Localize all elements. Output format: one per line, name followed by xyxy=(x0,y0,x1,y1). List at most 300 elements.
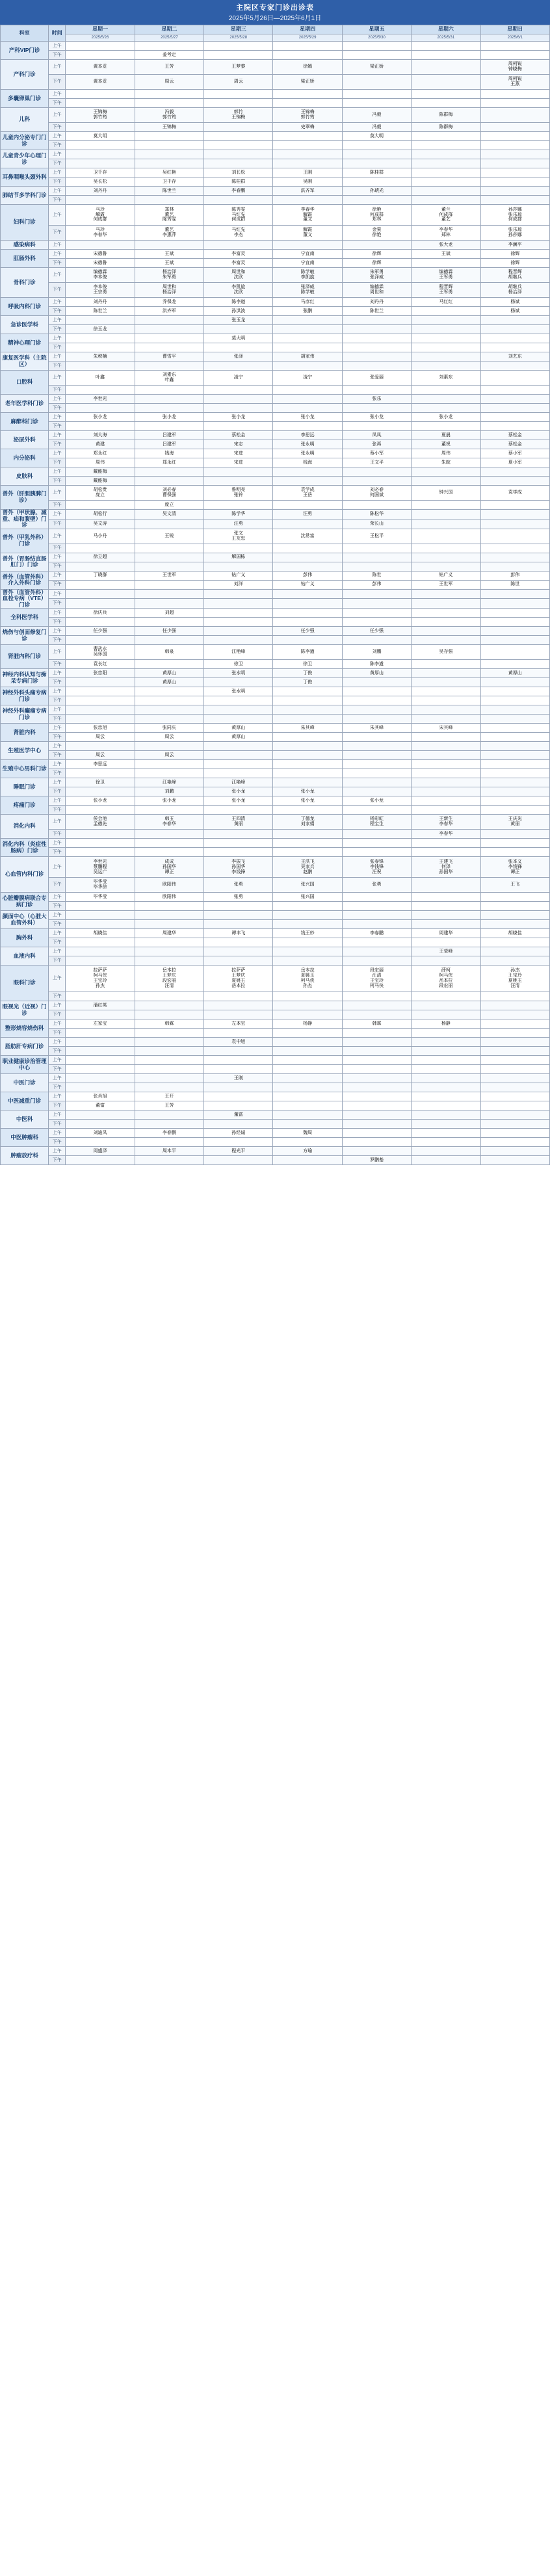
doctor-cell[interactable] xyxy=(342,1120,411,1129)
doctor-cell[interactable] xyxy=(412,1056,480,1065)
doctor-cell[interactable] xyxy=(273,751,342,760)
doctor-cell[interactable] xyxy=(204,609,273,618)
doctor-cell[interactable] xyxy=(204,920,273,929)
doctor-cell[interactable] xyxy=(412,966,480,992)
doctor-cell[interactable] xyxy=(412,283,480,298)
doctor-cell[interactable] xyxy=(480,132,549,141)
doctor-cell[interactable] xyxy=(135,250,203,259)
doctor-cell[interactable] xyxy=(480,562,549,571)
doctor-cell[interactable] xyxy=(342,486,411,501)
doctor-cell[interactable] xyxy=(480,519,549,529)
doctor-cell[interactable] xyxy=(273,660,342,669)
doctor-cell[interactable] xyxy=(66,992,135,1001)
doctor-cell[interactable] xyxy=(412,259,480,268)
doctor-cell[interactable] xyxy=(66,911,135,920)
doctor-cell[interactable] xyxy=(135,1029,203,1038)
doctor-cell[interactable] xyxy=(412,1074,480,1083)
doctor-cell[interactable] xyxy=(342,51,411,60)
doctor-cell[interactable] xyxy=(480,226,549,241)
doctor-cell[interactable] xyxy=(135,839,203,848)
doctor-cell[interactable] xyxy=(66,562,135,571)
doctor-cell[interactable] xyxy=(273,1129,342,1138)
doctor-cell[interactable] xyxy=(273,361,342,371)
doctor-cell[interactable] xyxy=(204,929,273,938)
doctor-cell[interactable] xyxy=(412,187,480,196)
doctor-cell[interactable] xyxy=(204,589,273,599)
doctor-cell[interactable] xyxy=(204,519,273,529)
doctor-cell[interactable] xyxy=(480,806,549,815)
doctor-cell[interactable] xyxy=(273,519,342,529)
doctor-cell[interactable] xyxy=(342,1147,411,1156)
doctor-cell[interactable] xyxy=(273,141,342,150)
doctor-cell[interactable] xyxy=(480,1138,549,1147)
doctor-cell[interactable] xyxy=(273,159,342,168)
doctor-cell[interactable] xyxy=(66,422,135,431)
doctor-cell[interactable] xyxy=(342,187,411,196)
doctor-cell[interactable] xyxy=(273,705,342,715)
doctor-cell[interactable] xyxy=(204,168,273,177)
doctor-cell[interactable] xyxy=(412,196,480,205)
doctor-cell[interactable] xyxy=(66,283,135,298)
doctor-cell[interactable] xyxy=(342,259,411,268)
doctor-cell[interactable] xyxy=(66,1074,135,1083)
doctor-cell[interactable] xyxy=(135,1074,203,1083)
doctor-cell[interactable] xyxy=(412,878,480,893)
doctor-cell[interactable] xyxy=(480,1129,549,1138)
doctor-cell[interactable] xyxy=(135,298,203,307)
doctor-cell[interactable] xyxy=(342,1138,411,1147)
doctor-cell[interactable] xyxy=(480,334,549,343)
doctor-cell[interactable] xyxy=(342,580,411,589)
doctor-cell[interactable] xyxy=(273,325,342,334)
doctor-cell[interactable] xyxy=(204,241,273,250)
doctor-cell[interactable] xyxy=(412,99,480,108)
doctor-cell[interactable] xyxy=(342,316,411,325)
doctor-cell[interactable] xyxy=(204,678,273,687)
doctor-cell[interactable] xyxy=(204,108,273,123)
doctor-cell[interactable] xyxy=(273,1083,342,1092)
doctor-cell[interactable] xyxy=(480,1111,549,1120)
doctor-cell[interactable] xyxy=(342,778,411,787)
doctor-cell[interactable] xyxy=(480,1019,549,1029)
doctor-cell[interactable] xyxy=(66,132,135,141)
doctor-cell[interactable] xyxy=(204,90,273,99)
doctor-cell[interactable] xyxy=(66,467,135,477)
doctor-cell[interactable] xyxy=(204,1101,273,1111)
doctor-cell[interactable] xyxy=(342,787,411,796)
doctor-cell[interactable] xyxy=(342,250,411,259)
doctor-cell[interactable] xyxy=(480,90,549,99)
doctor-cell[interactable] xyxy=(135,187,203,196)
doctor-cell[interactable] xyxy=(480,141,549,150)
doctor-cell[interactable] xyxy=(135,1065,203,1074)
doctor-cell[interactable] xyxy=(342,696,411,705)
doctor-cell[interactable] xyxy=(480,60,549,75)
doctor-cell[interactable] xyxy=(342,177,411,187)
doctor-cell[interactable] xyxy=(342,742,411,751)
doctor-cell[interactable] xyxy=(204,529,273,544)
doctor-cell[interactable] xyxy=(480,458,549,467)
doctor-cell[interactable] xyxy=(204,449,273,458)
doctor-cell[interactable] xyxy=(273,123,342,132)
doctor-cell[interactable] xyxy=(204,1111,273,1120)
doctor-cell[interactable] xyxy=(412,404,480,413)
doctor-cell[interactable] xyxy=(342,440,411,449)
doctor-cell[interactable] xyxy=(66,1010,135,1019)
doctor-cell[interactable] xyxy=(342,42,411,51)
doctor-cell[interactable] xyxy=(412,529,480,544)
doctor-cell[interactable] xyxy=(204,806,273,815)
doctor-cell[interactable] xyxy=(342,241,411,250)
doctor-cell[interactable] xyxy=(204,787,273,796)
doctor-cell[interactable] xyxy=(135,956,203,966)
doctor-cell[interactable] xyxy=(412,90,480,99)
doctor-cell[interactable] xyxy=(273,458,342,467)
doctor-cell[interactable] xyxy=(66,1056,135,1065)
doctor-cell[interactable] xyxy=(273,618,342,627)
doctor-cell[interactable] xyxy=(480,395,549,404)
doctor-cell[interactable] xyxy=(412,413,480,422)
doctor-cell[interactable] xyxy=(480,283,549,298)
doctor-cell[interactable] xyxy=(135,196,203,205)
doctor-cell[interactable] xyxy=(412,669,480,678)
doctor-cell[interactable] xyxy=(135,1047,203,1056)
doctor-cell[interactable] xyxy=(273,553,342,562)
doctor-cell[interactable] xyxy=(412,1111,480,1120)
doctor-cell[interactable] xyxy=(273,241,342,250)
doctor-cell[interactable] xyxy=(135,159,203,168)
doctor-cell[interactable] xyxy=(66,645,135,660)
doctor-cell[interactable] xyxy=(412,618,480,627)
doctor-cell[interactable] xyxy=(66,60,135,75)
doctor-cell[interactable] xyxy=(412,678,480,687)
doctor-cell[interactable] xyxy=(273,177,342,187)
doctor-cell[interactable] xyxy=(204,259,273,268)
doctor-cell[interactable] xyxy=(412,422,480,431)
doctor-cell[interactable] xyxy=(342,715,411,724)
doctor-cell[interactable] xyxy=(66,696,135,705)
doctor-cell[interactable] xyxy=(480,99,549,108)
doctor-cell[interactable] xyxy=(66,325,135,334)
doctor-cell[interactable] xyxy=(66,1029,135,1038)
doctor-cell[interactable] xyxy=(204,815,273,830)
doctor-cell[interactable] xyxy=(342,168,411,177)
doctor-cell[interactable] xyxy=(480,404,549,413)
doctor-cell[interactable] xyxy=(135,553,203,562)
doctor-cell[interactable] xyxy=(66,627,135,636)
doctor-cell[interactable] xyxy=(480,268,549,283)
doctor-cell[interactable] xyxy=(412,371,480,386)
doctor-cell[interactable] xyxy=(412,51,480,60)
doctor-cell[interactable] xyxy=(135,878,203,893)
doctor-cell[interactable] xyxy=(342,307,411,316)
doctor-cell[interactable] xyxy=(480,742,549,751)
doctor-cell[interactable] xyxy=(480,177,549,187)
doctor-cell[interactable] xyxy=(66,1111,135,1120)
doctor-cell[interactable] xyxy=(273,580,342,589)
doctor-cell[interactable] xyxy=(66,857,135,878)
doctor-cell[interactable] xyxy=(342,449,411,458)
doctor-cell[interactable] xyxy=(135,815,203,830)
doctor-cell[interactable] xyxy=(135,75,203,90)
doctor-cell[interactable] xyxy=(135,705,203,715)
doctor-cell[interactable] xyxy=(412,75,480,90)
doctor-cell[interactable] xyxy=(342,404,411,413)
doctor-cell[interactable] xyxy=(342,760,411,769)
doctor-cell[interactable] xyxy=(135,902,203,911)
doctor-cell[interactable] xyxy=(66,529,135,544)
doctor-cell[interactable] xyxy=(480,529,549,544)
doctor-cell[interactable] xyxy=(342,966,411,992)
doctor-cell[interactable] xyxy=(135,352,203,361)
doctor-cell[interactable] xyxy=(480,920,549,929)
doctor-cell[interactable] xyxy=(342,141,411,150)
doctor-cell[interactable] xyxy=(66,404,135,413)
doctor-cell[interactable] xyxy=(204,343,273,352)
doctor-cell[interactable] xyxy=(480,1120,549,1129)
doctor-cell[interactable] xyxy=(135,796,203,806)
doctor-cell[interactable] xyxy=(412,580,480,589)
doctor-cell[interactable] xyxy=(342,627,411,636)
doctor-cell[interactable] xyxy=(342,477,411,486)
doctor-cell[interactable] xyxy=(135,733,203,742)
doctor-cell[interactable] xyxy=(135,1120,203,1129)
doctor-cell[interactable] xyxy=(66,51,135,60)
doctor-cell[interactable] xyxy=(273,796,342,806)
doctor-cell[interactable] xyxy=(204,669,273,678)
doctor-cell[interactable] xyxy=(480,705,549,715)
doctor-cell[interactable] xyxy=(342,1083,411,1092)
doctor-cell[interactable] xyxy=(480,75,549,90)
doctor-cell[interactable] xyxy=(66,99,135,108)
doctor-cell[interactable] xyxy=(273,486,342,501)
doctor-cell[interactable] xyxy=(66,769,135,778)
doctor-cell[interactable] xyxy=(273,1038,342,1047)
doctor-cell[interactable] xyxy=(135,1001,203,1010)
doctor-cell[interactable] xyxy=(204,75,273,90)
doctor-cell[interactable] xyxy=(342,1074,411,1083)
doctor-cell[interactable] xyxy=(135,99,203,108)
doctor-cell[interactable] xyxy=(204,316,273,325)
doctor-cell[interactable] xyxy=(412,477,480,486)
doctor-cell[interactable] xyxy=(480,589,549,599)
doctor-cell[interactable] xyxy=(480,1101,549,1111)
doctor-cell[interactable] xyxy=(412,778,480,787)
doctor-cell[interactable] xyxy=(412,132,480,141)
doctor-cell[interactable] xyxy=(135,132,203,141)
doctor-cell[interactable] xyxy=(342,956,411,966)
doctor-cell[interactable] xyxy=(480,992,549,1001)
doctor-cell[interactable] xyxy=(480,123,549,132)
doctor-cell[interactable] xyxy=(204,352,273,361)
doctor-cell[interactable] xyxy=(273,1092,342,1101)
doctor-cell[interactable] xyxy=(412,1120,480,1129)
doctor-cell[interactable] xyxy=(66,1156,135,1165)
doctor-cell[interactable] xyxy=(480,911,549,920)
doctor-cell[interactable] xyxy=(204,660,273,669)
doctor-cell[interactable] xyxy=(273,733,342,742)
doctor-cell[interactable] xyxy=(66,553,135,562)
doctor-cell[interactable] xyxy=(135,599,203,609)
doctor-cell[interactable] xyxy=(66,395,135,404)
doctor-cell[interactable] xyxy=(204,715,273,724)
doctor-cell[interactable] xyxy=(273,386,342,395)
doctor-cell[interactable] xyxy=(204,1001,273,1010)
doctor-cell[interactable] xyxy=(273,938,342,947)
doctor-cell[interactable] xyxy=(135,395,203,404)
doctor-cell[interactable] xyxy=(204,486,273,501)
doctor-cell[interactable] xyxy=(412,316,480,325)
doctor-cell[interactable] xyxy=(66,141,135,150)
doctor-cell[interactable] xyxy=(204,250,273,259)
doctor-cell[interactable] xyxy=(273,477,342,486)
doctor-cell[interactable] xyxy=(342,878,411,893)
doctor-cell[interactable] xyxy=(66,477,135,486)
doctor-cell[interactable] xyxy=(480,902,549,911)
doctor-cell[interactable] xyxy=(342,911,411,920)
doctor-cell[interactable] xyxy=(204,553,273,562)
doctor-cell[interactable] xyxy=(135,589,203,599)
doctor-cell[interactable] xyxy=(480,778,549,787)
doctor-cell[interactable] xyxy=(66,241,135,250)
doctor-cell[interactable] xyxy=(66,413,135,422)
doctor-cell[interactable] xyxy=(66,150,135,159)
doctor-cell[interactable] xyxy=(204,298,273,307)
doctor-cell[interactable] xyxy=(66,501,135,510)
doctor-cell[interactable] xyxy=(273,1065,342,1074)
doctor-cell[interactable] xyxy=(135,830,203,839)
doctor-cell[interactable] xyxy=(273,562,342,571)
doctor-cell[interactable] xyxy=(273,992,342,1001)
doctor-cell[interactable] xyxy=(480,678,549,687)
doctor-cell[interactable] xyxy=(342,929,411,938)
doctor-cell[interactable] xyxy=(135,42,203,51)
doctor-cell[interactable] xyxy=(66,371,135,386)
doctor-cell[interactable] xyxy=(273,187,342,196)
doctor-cell[interactable] xyxy=(135,769,203,778)
doctor-cell[interactable] xyxy=(412,1083,480,1092)
doctor-cell[interactable] xyxy=(66,1101,135,1111)
doctor-cell[interactable] xyxy=(480,645,549,660)
doctor-cell[interactable] xyxy=(412,724,480,733)
doctor-cell[interactable] xyxy=(412,501,480,510)
doctor-cell[interactable] xyxy=(204,1010,273,1019)
doctor-cell[interactable] xyxy=(66,75,135,90)
doctor-cell[interactable] xyxy=(66,226,135,241)
doctor-cell[interactable] xyxy=(480,609,549,618)
doctor-cell[interactable] xyxy=(66,205,135,226)
doctor-cell[interactable] xyxy=(412,1047,480,1056)
doctor-cell[interactable] xyxy=(204,645,273,660)
doctor-cell[interactable] xyxy=(204,857,273,878)
doctor-cell[interactable] xyxy=(342,1111,411,1120)
doctor-cell[interactable] xyxy=(412,562,480,571)
doctor-cell[interactable] xyxy=(66,669,135,678)
doctor-cell[interactable] xyxy=(273,1056,342,1065)
doctor-cell[interactable] xyxy=(273,132,342,141)
doctor-cell[interactable] xyxy=(204,386,273,395)
doctor-cell[interactable] xyxy=(273,627,342,636)
doctor-cell[interactable] xyxy=(204,334,273,343)
doctor-cell[interactable] xyxy=(66,352,135,361)
doctor-cell[interactable] xyxy=(135,108,203,123)
doctor-cell[interactable] xyxy=(135,544,203,553)
doctor-cell[interactable] xyxy=(66,519,135,529)
doctor-cell[interactable] xyxy=(342,544,411,553)
doctor-cell[interactable] xyxy=(480,938,549,947)
doctor-cell[interactable] xyxy=(480,660,549,669)
doctor-cell[interactable] xyxy=(135,1083,203,1092)
doctor-cell[interactable] xyxy=(66,751,135,760)
doctor-cell[interactable] xyxy=(204,307,273,316)
doctor-cell[interactable] xyxy=(342,123,411,132)
doctor-cell[interactable] xyxy=(480,316,549,325)
doctor-cell[interactable] xyxy=(480,307,549,316)
doctor-cell[interactable] xyxy=(273,501,342,510)
doctor-cell[interactable] xyxy=(66,796,135,806)
doctor-cell[interactable] xyxy=(204,839,273,848)
doctor-cell[interactable] xyxy=(480,929,549,938)
doctor-cell[interactable] xyxy=(135,742,203,751)
doctor-cell[interactable] xyxy=(342,395,411,404)
doctor-cell[interactable] xyxy=(66,90,135,99)
doctor-cell[interactable] xyxy=(342,796,411,806)
doctor-cell[interactable] xyxy=(342,467,411,477)
doctor-cell[interactable] xyxy=(135,806,203,815)
doctor-cell[interactable] xyxy=(66,878,135,893)
doctor-cell[interactable] xyxy=(412,947,480,956)
doctor-cell[interactable] xyxy=(66,947,135,956)
doctor-cell[interactable] xyxy=(412,123,480,132)
doctor-cell[interactable] xyxy=(412,848,480,857)
doctor-cell[interactable] xyxy=(135,1092,203,1101)
doctor-cell[interactable] xyxy=(204,618,273,627)
doctor-cell[interactable] xyxy=(204,1138,273,1147)
doctor-cell[interactable] xyxy=(135,168,203,177)
doctor-cell[interactable] xyxy=(342,371,411,386)
doctor-cell[interactable] xyxy=(273,371,342,386)
doctor-cell[interactable] xyxy=(412,298,480,307)
doctor-cell[interactable] xyxy=(412,141,480,150)
doctor-cell[interactable] xyxy=(135,571,203,580)
doctor-cell[interactable] xyxy=(412,458,480,467)
doctor-cell[interactable] xyxy=(480,250,549,259)
doctor-cell[interactable] xyxy=(480,696,549,705)
doctor-cell[interactable] xyxy=(412,1010,480,1019)
doctor-cell[interactable] xyxy=(204,830,273,839)
doctor-cell[interactable] xyxy=(66,787,135,796)
doctor-cell[interactable] xyxy=(273,352,342,361)
doctor-cell[interactable] xyxy=(480,553,549,562)
doctor-cell[interactable] xyxy=(135,123,203,132)
doctor-cell[interactable] xyxy=(135,440,203,449)
doctor-cell[interactable] xyxy=(273,99,342,108)
doctor-cell[interactable] xyxy=(66,678,135,687)
doctor-cell[interactable] xyxy=(135,226,203,241)
doctor-cell[interactable] xyxy=(135,1156,203,1165)
doctor-cell[interactable] xyxy=(66,830,135,839)
doctor-cell[interactable] xyxy=(342,724,411,733)
doctor-cell[interactable] xyxy=(273,778,342,787)
doctor-cell[interactable] xyxy=(480,956,549,966)
doctor-cell[interactable] xyxy=(273,90,342,99)
doctor-cell[interactable] xyxy=(204,205,273,226)
doctor-cell[interactable] xyxy=(66,440,135,449)
doctor-cell[interactable] xyxy=(66,920,135,929)
doctor-cell[interactable] xyxy=(135,778,203,787)
doctor-cell[interactable] xyxy=(480,544,549,553)
doctor-cell[interactable] xyxy=(135,404,203,413)
